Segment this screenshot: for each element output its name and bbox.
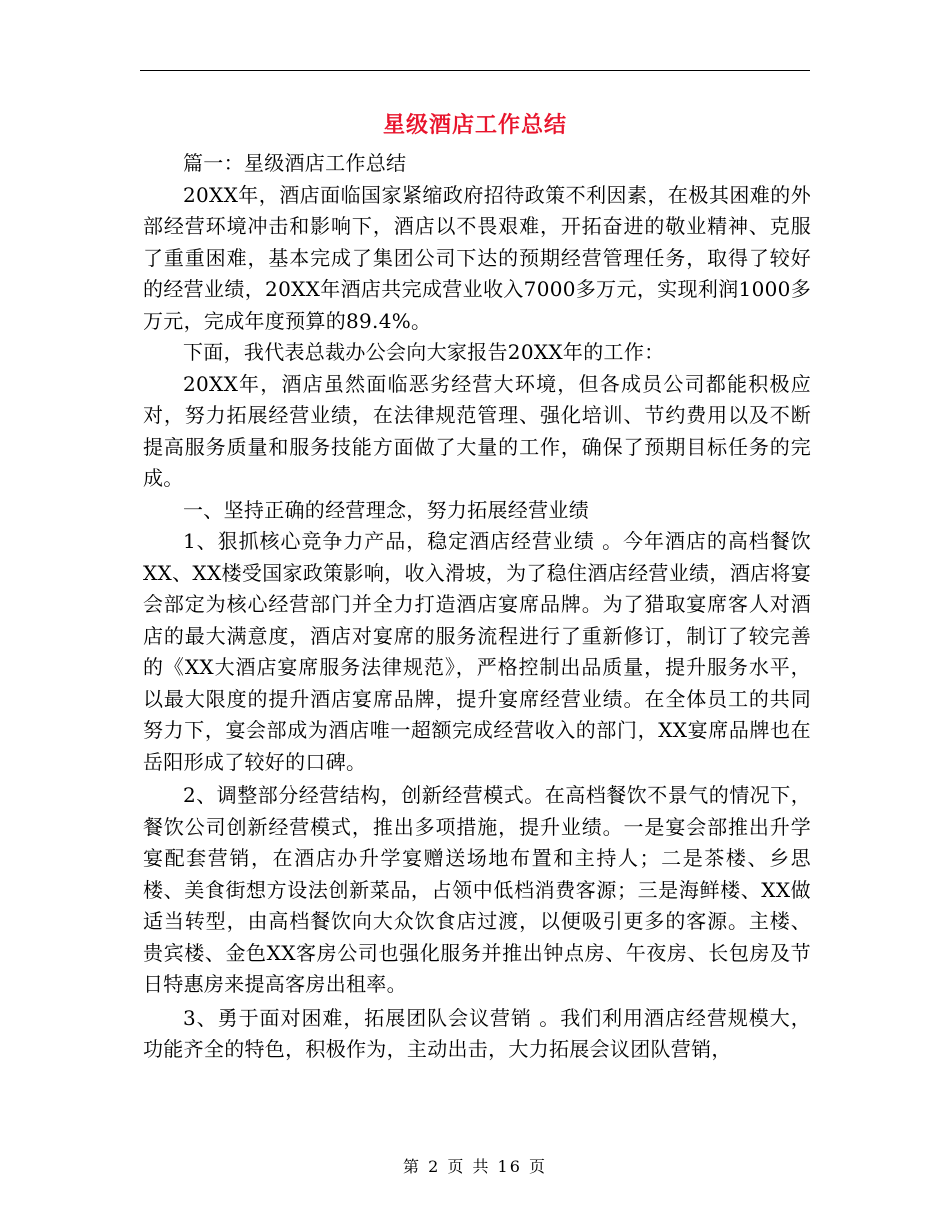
paragraph-item-3: 3、勇于面对困难，拓展团队会议营销 。我们利用酒店经营规模大，功能齐全的特色，积极作为，主动出击，大力拓展会议团队营销， — [143, 1005, 811, 1061]
paragraph-report-lead: 下面，我代表总裁办公会向大家报告20XX年的工作： — [183, 340, 665, 364]
paragraph-item-2: 2、调整部分经营结构，创新经营模式。在高档餐饮不景气的情况下，餐饮公司创新经营模式，推出多项措施，提升业绩。一是宴会部推出升学宴配套营销，在酒店办升学宴赠送场地布置和主持人；二是茶楼、乡思楼、美食街想方设法创新菜品，占领中低档消费客源；三是海鲜楼、XX做适当转型，由高档餐饮向大众饮食店过渡，以便吸引更多的客源。主楼、贵宾楼、金色XX客房公司也强化服务并推出钟点房、午夜房、长包房及节日特惠房来提高客房出租率。 — [143, 783, 811, 996]
paragraph-section-heading: 篇一：星级酒店工作总结 — [183, 151, 407, 175]
page-number-footer: 第 2 页 共 16 页 — [403, 1157, 547, 1176]
document-body — [143, 148, 811, 1066]
header-rule — [140, 70, 810, 71]
paragraph-heading-one: 一、坚持正确的经营理念，努力拓展经营业绩 — [183, 497, 589, 522]
paragraph-item-1: 1、狠抓核心竞争力产品，稳定酒店经营业绩 。今年酒店的高档餐饮XX、XX楼受国家政策影响，收入滑坡，为了稳住酒店经营业绩，酒店将宴会部定为核心经营部门并全力打造酒店宴席品牌。为了猎取宴席客人对酒店的最大满意度，酒店对宴席的服务流程进行了重新修订，制订了较完善的《XX大酒店宴席服务法律规范》，严格控制出品质量，提升服务水平，以最大限度的提升酒店宴席品牌，提升宴席经营业绩。在全体员工的共同努力下，宴会部成为酒店唯一超额完成经营收入的部门，XX宴席品牌也在岳阳形成了较好的口碑。 — [143, 529, 811, 774]
paragraph-overview: 20XX年，酒店虽然面临恶劣经营大环境，但各成员公司都能积极应对，努力拓展经营业绩，在法律规范管理、强化培训、节约费用以及不断提高服务质量和服务技能方面做了大量的工作，确保了预期目标任务的完成。 — [143, 371, 811, 490]
paragraph-intro: 20XX年，酒店面临国家紧缩政府招待政策不利因素，在极其困难的外部经营环境冲击和影响下，酒店以不畏艰难，开拓奋进的敬业精神、克服了重重困难，基本完成了集团公司下达的预期经营管理任务，取得了较好的经营业绩，20XX年酒店共完成营业收入7000多万元，实现利润1000多万元，完成年度预算的89.4%。 — [143, 182, 811, 333]
document-title: 星级酒店工作总结 — [382, 112, 567, 138]
